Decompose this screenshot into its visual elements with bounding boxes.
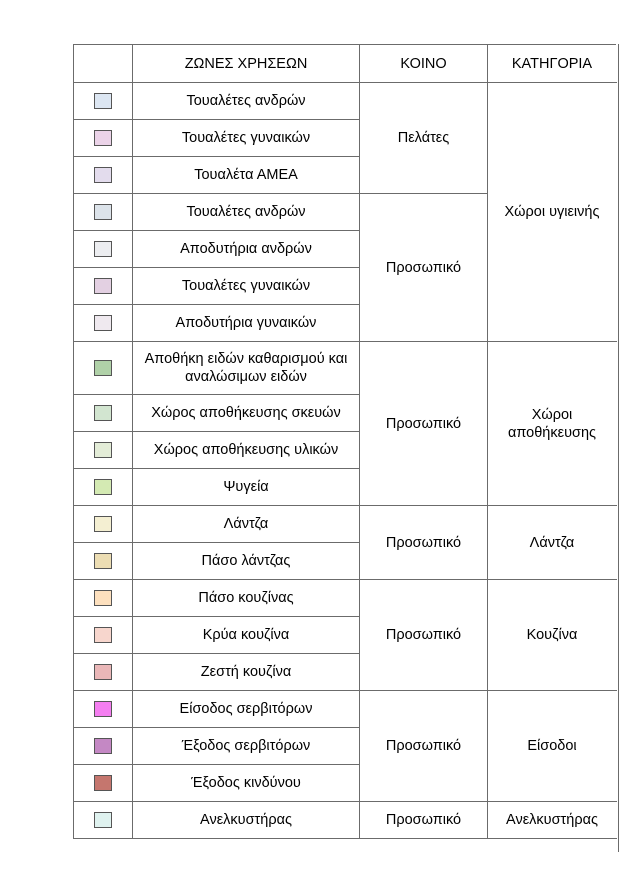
header-zones: ΖΩΝΕΣ ΧΡΗΣΕΩΝ	[133, 45, 360, 83]
zones-table	[73, 44, 617, 839]
header-category: ΚΑΤΗΓΟΡΙΑ	[488, 45, 617, 83]
zone-name: Πάσο κουζίνας	[133, 580, 360, 617]
koino-cell: Προσωπικό	[360, 802, 488, 839]
zone-name: Τουαλέτες γυναικών	[133, 120, 360, 157]
color-swatch	[94, 93, 112, 109]
swatch-cell	[74, 728, 133, 765]
table-row	[74, 691, 617, 728]
color-swatch	[94, 516, 112, 532]
color-swatch	[94, 130, 112, 146]
swatch-cell	[74, 120, 133, 157]
zone-name: Χώρος αποθήκευσης σκευών	[133, 395, 360, 432]
swatch-cell	[74, 543, 133, 580]
swatch-cell	[74, 580, 133, 617]
color-swatch	[94, 812, 112, 828]
category-cell: Είσοδοι	[488, 691, 617, 802]
color-swatch	[94, 204, 112, 220]
color-swatch	[94, 442, 112, 458]
color-swatch	[94, 590, 112, 606]
category-cell: Χώροι υγιεινής	[488, 83, 617, 342]
table-row	[74, 580, 617, 617]
category-cell: Χώροι αποθήκευσης	[488, 342, 617, 506]
right-edge-line	[618, 44, 619, 852]
color-swatch	[94, 315, 112, 331]
color-swatch	[94, 553, 112, 569]
swatch-cell	[74, 83, 133, 120]
zone-name: Αποδυτήρια ανδρών	[133, 231, 360, 268]
color-swatch	[94, 627, 112, 643]
table-row	[74, 83, 617, 120]
zone-name: Ζεστή κουζίνα	[133, 654, 360, 691]
zone-name: Πάσο λάντζας	[133, 543, 360, 580]
swatch-cell	[74, 157, 133, 194]
zone-name: Έξοδος κινδύνου	[133, 765, 360, 802]
koino-cell: Προσωπικό	[360, 194, 488, 342]
swatch-cell	[74, 432, 133, 469]
color-swatch	[94, 360, 112, 376]
swatch-cell	[74, 765, 133, 802]
table-row	[74, 342, 617, 395]
zone-name: Χώρος αποθήκευσης υλικών	[133, 432, 360, 469]
color-swatch	[94, 701, 112, 717]
zone-name: Έξοδος σερβιτόρων	[133, 728, 360, 765]
color-swatch	[94, 241, 112, 257]
koino-cell: Προσωπικό	[360, 580, 488, 691]
zone-name: Κρύα κουζίνα	[133, 617, 360, 654]
swatch-cell	[74, 506, 133, 543]
zone-name: Αποθήκη ειδών καθαρισμού και αναλώσιμων ειδών	[133, 342, 360, 395]
koino-cell: Προσωπικό	[360, 506, 488, 580]
color-swatch	[94, 775, 112, 791]
color-swatch	[94, 664, 112, 680]
swatch-cell	[74, 617, 133, 654]
zone-name: Τουαλέτες ανδρών	[133, 194, 360, 231]
koino-cell: Πελάτες	[360, 83, 488, 194]
zone-name: Ανελκυστήρας	[133, 802, 360, 839]
zone-name: Τουαλέτες ανδρών	[133, 83, 360, 120]
color-swatch	[94, 479, 112, 495]
category-cell: Λάντζα	[488, 506, 617, 580]
swatch-cell	[74, 691, 133, 728]
header-swatch	[74, 45, 133, 83]
swatch-cell	[74, 342, 133, 395]
table-row	[74, 506, 617, 543]
swatch-cell	[74, 268, 133, 305]
koino-cell: Προσωπικό	[360, 342, 488, 506]
swatch-cell	[74, 802, 133, 839]
swatch-cell	[74, 469, 133, 506]
color-swatch	[94, 278, 112, 294]
koino-cell: Προσωπικό	[360, 691, 488, 802]
color-swatch	[94, 405, 112, 421]
zone-name: Αποδυτήρια γυναικών	[133, 305, 360, 342]
header-koino: ΚΟΙΝΟ	[360, 45, 488, 83]
swatch-cell	[74, 305, 133, 342]
zone-name: Ψυγεία	[133, 469, 360, 506]
color-swatch	[94, 738, 112, 754]
swatch-cell	[74, 395, 133, 432]
swatch-cell	[74, 194, 133, 231]
swatch-cell	[74, 654, 133, 691]
category-cell: Ανελκυστήρας	[488, 802, 617, 839]
table-row	[74, 802, 617, 839]
swatch-cell	[74, 231, 133, 268]
color-swatch	[94, 167, 112, 183]
category-cell: Κουζίνα	[488, 580, 617, 691]
zone-name: Τουαλέτες γυναικών	[133, 268, 360, 305]
zone-name: Λάντζα	[133, 506, 360, 543]
header-row	[74, 45, 617, 83]
zone-name: Είσοδος σερβιτόρων	[133, 691, 360, 728]
zone-name: Τουαλέτα ΑΜΕΑ	[133, 157, 360, 194]
